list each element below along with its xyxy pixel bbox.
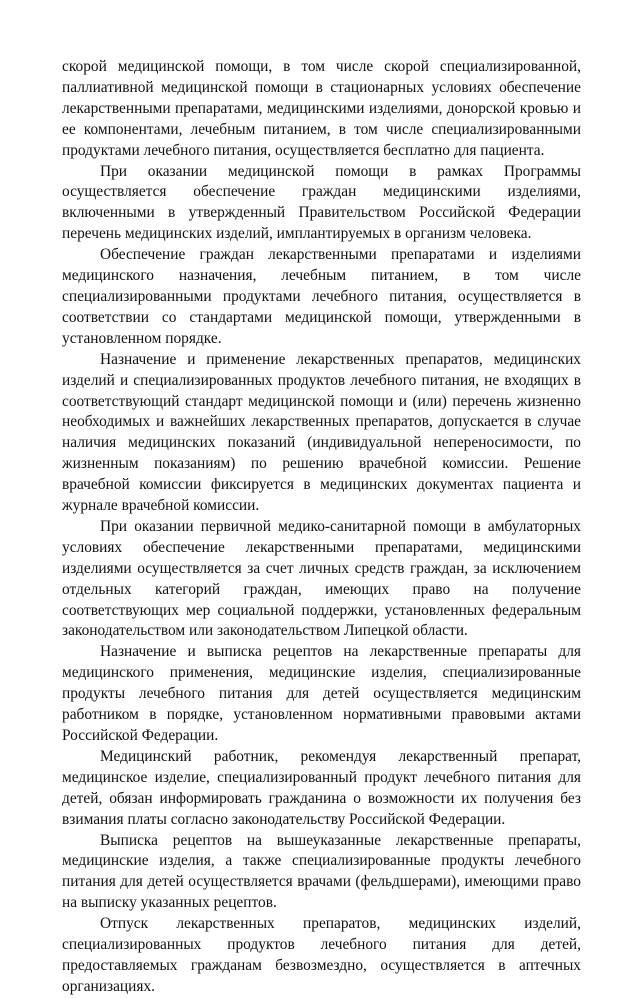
- paragraph-9: Отпуск лекарственных препаратов, медицинских изделий, специализированных продуктов лечебного питания для детей, предоставляемых гражданам безвозмездно, осуществляется в аптечных организациях.: [62, 915, 581, 995]
- paragraph-3: Обеспечение граждан лекарственными препаратами и изделиями медицинского назначения, лечебным питанием, в том числе специализированными продуктами лечебного питания, осуществляется в соответствии со стандартами медицинской помощи, утвержденными в установленном порядке.: [62, 246, 581, 347]
- paragraph-8: Выписка рецептов на вышеуказанные лекарственные препараты, медицинские изделия, а также специализированные продукты лечебного питания для детей осуществляется врачами (фельдшерами), имеющими право на выписку указанных рецептов.: [62, 831, 581, 912]
- document-page: [62, 57, 581, 998]
- paragraph-6: Назначение и выписка рецептов на лекарственные препараты для медицинского применения, медицинские изделия, специализированные продукты лечебного питания для детей осуществляется медицинским работником в порядке, установленном нормативными правовыми актами Российской Федерации.: [62, 643, 581, 744]
- paragraph-7: Медицинский работник, рекомендуя лекарственный препарат, медицинское изделие, специализированный продукт лечебного питания для детей, обязан информировать гражданина о возможности их получения без взимания платы согласно законодательству Российской Федерации.: [62, 747, 581, 828]
- paragraph-4: Назначение и применение лекарственных препаратов, медицинских изделий и специализированных продуктов лечебного питания, не входящих в соответствующий стандарт медицинской помощи и (или) перечень жизненно необходимых и важнейших лекарственных препаратов, допускается в случае наличия медицинских показаний (индивидуальной непереносимости, по жизненным показаниям) по решению врачебной комиссии. Решение врачебной комиссии фиксируется в медицинских документах пациента и журнале врачебной комиссии.: [62, 350, 581, 515]
- paragraph-5: При оказании первичной медико-санитарной помощи в амбулаторных условиях обеспечение лекарственными препаратами, медицинскими изделиями осуществляется за счет личных средств граждан, за исключением отдельных категорий граждан, имеющих право на получение соответствующих мер социальной поддержки, установленных федеральным законодательством или законодательством Липецкой области.: [62, 517, 581, 640]
- paragraph-2: При оказании медицинской помощи в рамках Программы осуществляется обеспечение граждан медицинскими изделиями, включенными в утвержденный Правительством Российской Федерации перечень медицинских изделий, имплантируемых в организм человека.: [62, 162, 581, 243]
- paragraph-1: скорой медицинской помощи, в том числе скорой специализированной, паллиативной медицинской помощи в стационарных условиях обеспечение лекарственными препаратами, медицинскими изделиями, донорской кровью и ее компонентами, лечебным питанием, в том числе специализированными продуктами лечебного питания, осуществляется бесплатно для пациента.: [62, 58, 581, 159]
